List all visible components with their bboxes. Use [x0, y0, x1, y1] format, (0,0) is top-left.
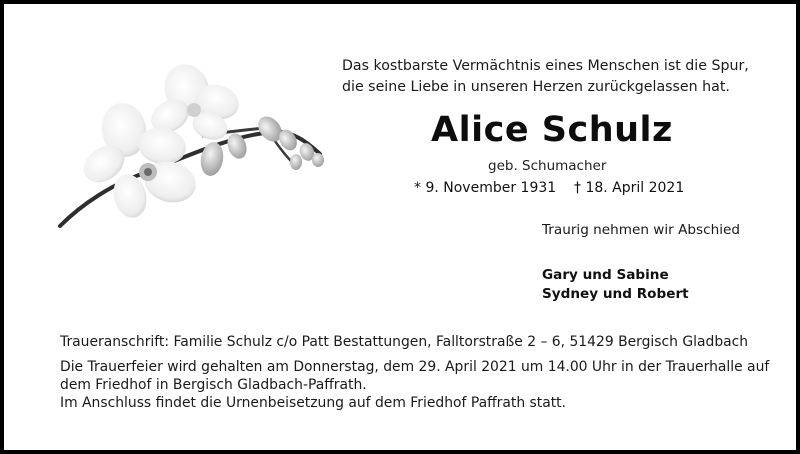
- ceremony-line: dem Friedhof in Bergisch Gladbach-Paffrath.: [60, 377, 367, 393]
- orchid-branch-icon: [52, 54, 342, 234]
- mourner: Sydney und Robert: [542, 286, 689, 302]
- mourning-address: Traueranschrift: Familie Schulz c/o Patt Bestattungen, Falltorstraße 2 – 6, 51429 Bergisch Gladbach: [60, 334, 749, 350]
- memorial-quote: [342, 56, 772, 98]
- mourners-list: [542, 266, 689, 304]
- ceremony-line: Im Anschluss findet die Urnenbeisetzung auf dem Friedhof Paffrath statt.: [60, 395, 567, 411]
- deceased-name: Alice Schulz: [431, 110, 673, 150]
- quote-line: Das kostbarste Vermächtnis eines Menschen ist die Spur,: [342, 58, 749, 74]
- death-date: † 18. April 2021: [574, 180, 685, 196]
- quote-line: die seine Liebe in unseren Herzen zurückgelassen hat.: [342, 79, 730, 95]
- mourner: Gary und Sabine: [542, 267, 669, 283]
- funeral-information: [60, 333, 780, 412]
- birth-date: * 9. November 1931: [414, 180, 557, 196]
- ceremony-line: Die Trauerfeier wird gehalten am Donnerstag, dem 29. April 2021 um 14.00 Uhr in der Trauerhalle auf: [60, 359, 770, 375]
- mourning-text: Traurig nehmen wir Abschied: [542, 222, 740, 238]
- birth-name: geb. Schumacher: [488, 158, 607, 174]
